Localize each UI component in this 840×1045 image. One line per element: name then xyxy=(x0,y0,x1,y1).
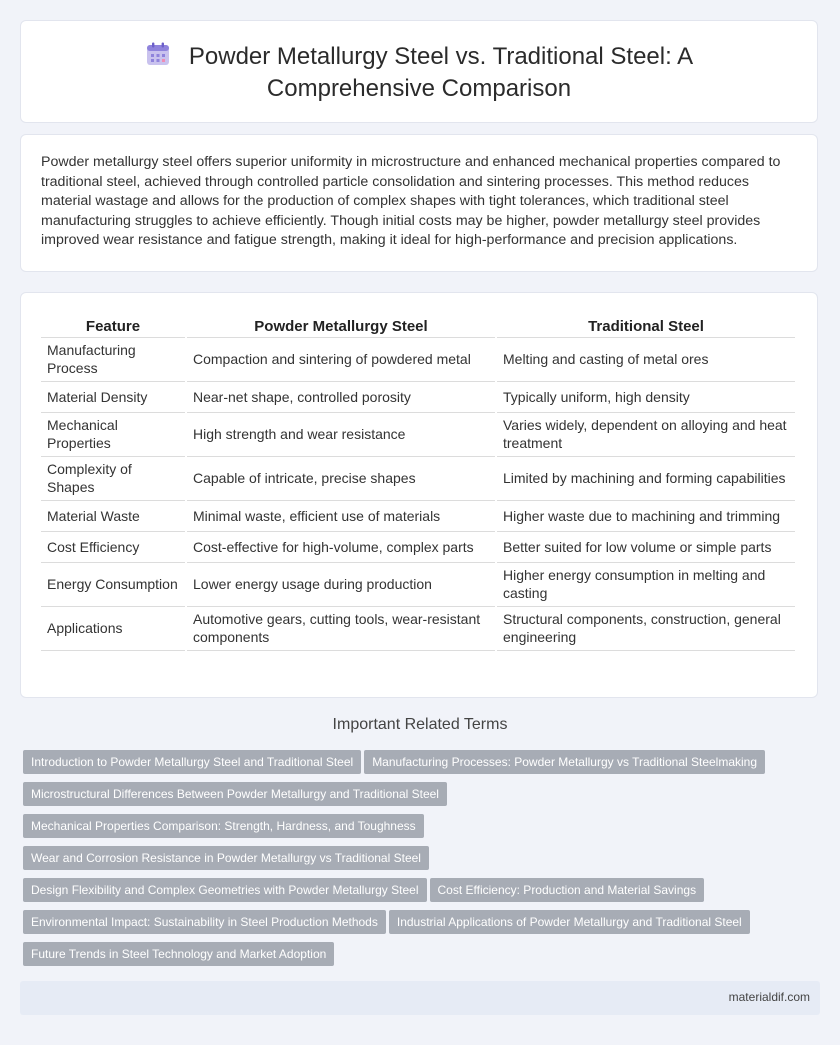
header-traditional: Traditional Steel xyxy=(497,313,795,338)
powder-cell: Compaction and sintering of powdered metal xyxy=(187,338,495,382)
table-row xyxy=(41,413,795,457)
traditional-cell: Better suited for low volume or simple parts xyxy=(497,532,795,563)
footer-site-link[interactable]: materialdif.com xyxy=(728,990,810,1004)
table-row xyxy=(41,563,795,607)
powder-cell: Automotive gears, cutting tools, wear-resistant components xyxy=(187,607,495,651)
related-tags xyxy=(0,750,813,974)
powder-cell: High strength and wear resistance xyxy=(187,413,495,457)
title-card xyxy=(20,20,818,123)
powder-cell: Lower energy usage during production xyxy=(187,563,495,607)
related-tag[interactable]: Design Flexibility and Complex Geometries with Powder Metallurgy Steel xyxy=(23,878,427,902)
powder-cell: Near-net shape, controlled porosity xyxy=(187,382,495,413)
related-tag[interactable]: Wear and Corrosion Resistance in Powder Metallurgy vs Traditional Steel xyxy=(23,846,429,870)
feature-cell: Material Density xyxy=(41,382,185,413)
table-row xyxy=(41,457,795,501)
related-tag[interactable]: Manufacturing Processes: Powder Metallurgy vs Traditional Steelmaking xyxy=(364,750,765,774)
traditional-cell: Structural components, construction, general engineering xyxy=(497,607,795,651)
related-tag[interactable]: Environmental Impact: Sustainability in Steel Production Methods xyxy=(23,910,386,934)
feature-cell: Mechanical Properties xyxy=(41,413,185,457)
feature-cell: Energy Consumption xyxy=(41,563,185,607)
related-terms-heading: Important Related Terms xyxy=(332,716,508,733)
traditional-cell: Varies widely, dependent on alloying and heat treatment xyxy=(497,413,795,457)
table-row xyxy=(41,532,795,563)
comparison-table xyxy=(39,313,797,651)
related-tag[interactable]: Mechanical Properties Comparison: Strength, Hardness, and Toughness xyxy=(23,814,424,838)
table-row xyxy=(41,338,795,382)
table-header-row xyxy=(41,313,795,338)
feature-cell: Material Waste xyxy=(41,501,185,532)
related-tag[interactable]: Industrial Applications of Powder Metallurgy and Traditional Steel xyxy=(389,910,750,934)
page-title: Powder Metallurgy Steel vs. Traditional Steel: A Comprehensive Comparison xyxy=(188,42,694,102)
feature-cell: Complexity of Shapes xyxy=(41,457,185,501)
traditional-cell: Melting and casting of metal ores xyxy=(497,338,795,382)
traditional-cell: Limited by machining and forming capabilities xyxy=(497,457,795,501)
traditional-cell: Higher waste due to machining and trimming xyxy=(497,501,795,532)
intro-paragraph: Powder metallurgy steel offers superior uniformity in microstructure and enhanced mechanical properties compared to traditional steel, achieved through controlled particle consolidation and sintering processes. This method reduces material wastage and allows for the production of complex shapes with tight tolerances, which traditional steel manufacturing struggles to achieve efficiently. Though initial costs may be higher, powder metallurgy steel provides improved wear resistance and fatigue strength, making it ideal for high-performance and precision applications. xyxy=(41,154,781,249)
traditional-cell: Higher energy consumption in melting and casting xyxy=(497,563,795,607)
footer xyxy=(20,981,820,1015)
related-tag[interactable]: Cost Efficiency: Production and Material Savings xyxy=(430,878,705,902)
powder-cell: Minimal waste, efficient use of materials xyxy=(187,501,495,532)
table-row xyxy=(41,607,795,651)
powder-cell: Capable of intricate, precise shapes xyxy=(187,457,495,501)
traditional-cell: Typically uniform, high density xyxy=(497,382,795,413)
calendar-icon xyxy=(145,41,171,74)
comparison-table-card xyxy=(20,292,818,698)
feature-cell: Cost Efficiency xyxy=(41,532,185,563)
table-row xyxy=(41,382,795,413)
header-powder-metallurgy: Powder Metallurgy Steel xyxy=(187,313,495,338)
table-row xyxy=(41,501,795,532)
related-tag[interactable]: Future Trends in Steel Technology and Market Adoption xyxy=(23,942,334,966)
related-terms-section xyxy=(0,716,840,974)
powder-cell: Cost-effective for high-volume, complex parts xyxy=(187,532,495,563)
feature-cell: Manufacturing Process xyxy=(41,338,185,382)
feature-cell: Applications xyxy=(41,607,185,651)
related-tag[interactable]: Microstructural Differences Between Powder Metallurgy and Traditional Steel xyxy=(23,782,447,806)
header-feature: Feature xyxy=(41,313,185,338)
intro-card xyxy=(20,134,818,272)
related-tag[interactable]: Introduction to Powder Metallurgy Steel and Traditional Steel xyxy=(23,750,361,774)
page-title-wrap xyxy=(59,41,779,103)
